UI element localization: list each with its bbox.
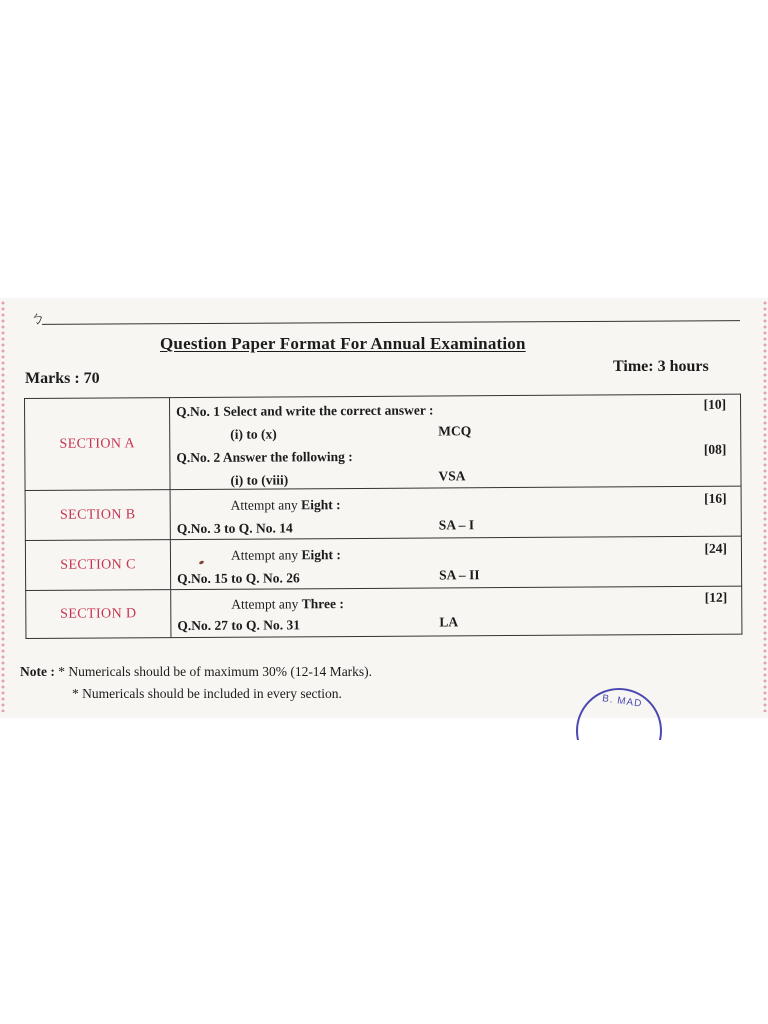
marks-value: [12] xyxy=(704,589,728,605)
exam-time: Time: 3 hours xyxy=(613,358,709,375)
table-row xyxy=(26,586,742,638)
question-line: Q.No. 1 Select and write the correct answer : xyxy=(176,402,434,420)
table-row xyxy=(25,536,741,590)
question-type: SA – II xyxy=(439,567,480,583)
question-range: (i) to (x) xyxy=(230,426,277,442)
instruction-line: Attempt any Three : xyxy=(231,596,344,612)
corner-mark-icon: ㄅ xyxy=(30,311,46,327)
format-table xyxy=(24,394,742,639)
stamp-text: B. MAD xyxy=(601,693,644,710)
table-row xyxy=(25,486,741,540)
section-a-label: SECTION A xyxy=(25,398,171,491)
total-marks: Marks : 70 xyxy=(25,370,100,387)
question-range: Q.No. 3 to Q. No. 14 xyxy=(176,520,293,537)
section-b-content xyxy=(170,486,741,539)
perforation-right xyxy=(762,300,768,712)
marks-value: [08] xyxy=(703,441,727,457)
question-type: SA – I xyxy=(438,517,475,533)
marks-value: [16] xyxy=(704,490,727,506)
section-c-label: SECTION C xyxy=(25,540,170,591)
question-range: Q.No. 27 to Q. No. 31 xyxy=(177,617,301,634)
marks-value: [24] xyxy=(704,540,727,556)
question-type: LA xyxy=(439,614,459,630)
section-d-label: SECTION D xyxy=(26,590,171,639)
question-line: Q.No. 2 Answer the following : xyxy=(176,448,353,466)
instruction-line: Attempt any Eight : xyxy=(230,547,341,563)
question-range: (i) to (viii) xyxy=(230,472,289,488)
note-line-2: * Numericals should be included in every section. xyxy=(72,686,342,701)
instruction-line: Attempt any Eight : xyxy=(230,497,341,513)
section-d-content xyxy=(171,586,742,637)
question-type: VSA xyxy=(438,468,466,484)
perforation-left xyxy=(0,300,6,712)
table-row xyxy=(25,394,742,490)
question-range: Q.No. 15 to Q. No. 26 xyxy=(177,570,300,587)
page-title: Question Paper Format For Annual Examination xyxy=(160,334,526,353)
section-a-content xyxy=(170,394,742,489)
marks-value: [10] xyxy=(703,396,727,412)
section-c-content xyxy=(170,536,741,589)
school-stamp xyxy=(576,688,666,740)
note-line-1: Note : * Numericals should be of maximum 30% (12-14 Marks). xyxy=(20,664,373,679)
question-type: MCQ xyxy=(438,423,472,439)
section-b-label: SECTION B xyxy=(25,490,170,541)
